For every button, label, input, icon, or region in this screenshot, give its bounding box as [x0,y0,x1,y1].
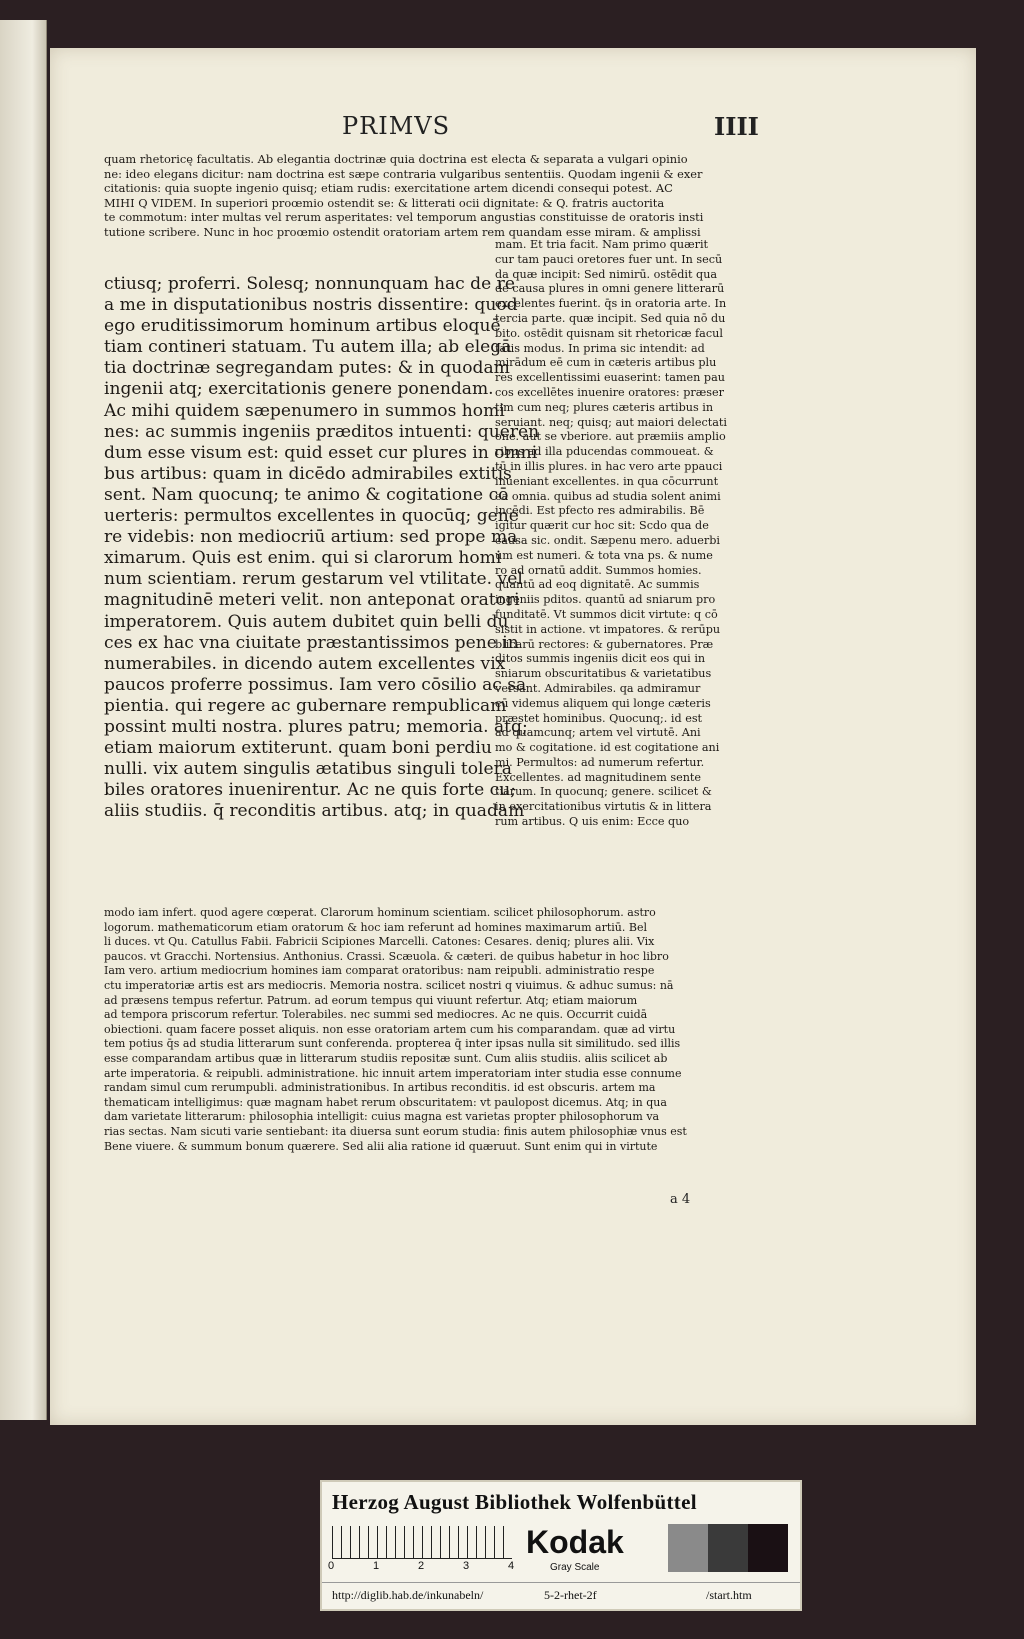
gloss-line: de causa plures in omni genere litterarū [495,282,725,296]
gloss-line: causa sic. ondit. Sæpenu mero. aduerbi [495,533,720,547]
gloss-line: um est numeri. & tota vna ps. & nume [495,548,713,562]
ruler-number: 3 [463,1560,470,1572]
text-line: citationis: quia suopte ingenio quisq; etiam rudis: exercitatione artem dicendi consequi potest. AC [104,181,673,195]
gloss-line: cur tam pauci oretores fuer unt. In secū [495,252,723,266]
text-line: rias sectas. Nam sicuti varie sentiebant: ita diuersa sunt eorum studia: finis autem philosophiæ vnus est [104,1124,687,1138]
gloss-line: seruiant. neq; quisq; aut maiori delectati [495,415,727,429]
running-head: PRIMVS [342,112,451,140]
gloss-line: mirādum eē cum in cæteris artibus plu [495,356,717,370]
commentary-top [104,152,703,239]
gloss-line: sistit in actione. vt impatores. & rerūpu [495,622,721,636]
gloss-line: ditos summis ingeniis dicit eos qui in [495,652,706,666]
text-line: ctiusq; proferri. Solesq; nonnunquam hac de re [104,274,515,294]
text-line: te commotum: inter multas vel rerum asperitates: vel temporum angustias constituisse de oratoris insti [104,210,704,224]
gloss-line: mam. Et tria facit. Nam primo quærit [495,238,709,251]
commentary-gloss [495,238,727,830]
text-line: quam rhetoricę facultatis. Ab elegantia doctrinæ quia doctrina est electa & separata a vulgari opinio [104,152,688,166]
black-swatch [748,1524,788,1572]
ruler-scale [332,1526,512,1559]
folio-number: IIII [714,112,759,141]
text-line: nulli. vix autem singulis ætatibus singuli tolera [104,759,512,780]
text-line: ad tempora priscorum refertur. Tolerabiles. nec summi sed mediocres. Ac ne quis. Occurrit cuidā [104,1008,648,1022]
ruler-number: 1 [373,1560,380,1572]
gloss-line: rum artibus. Q uis enim: Ecce quo [495,815,690,829]
text-line: ingenii atq; exercitationis genere ponendam. [104,379,494,400]
text-line: ces ex hac vna ciuitate præstantissimos pene in [104,632,519,653]
gloss-line: res excellentissimi euaserint: tamen pau [495,371,725,385]
ruler-number: 4 [508,1560,515,1572]
target-footer [322,1582,800,1609]
text-line: tia doctrinæ segregandam putes: & in quodam [104,358,510,379]
digital-library-url: http://diglib.hab.de/inkunabeln/ [332,1588,484,1602]
text-line: Bene viuere. & summum bonum quærere. Sed alii alia ratione id quæruut. Sunt enim qui in virtute [104,1139,658,1153]
text-line: num scientiam. rerum gestarum vel vtilitate. vel [104,569,523,590]
gloss-line: sniarum obscuritatibus & varietatibus [495,667,712,681]
text-line: ne: ideo elegans dicitur: nam doctrina est sæpe contraria vulgaribus sententiis. Quodam ingenii & exer [104,166,703,181]
gloss-line: quantū ad eoq dignitatē. Ac summis [495,578,700,592]
text-line: tem potius q̄s ad studia litterarum sunt conferenda. propterea q̄ inter ipsas nulla sit similitudo. sed illis [104,1037,681,1051]
book-page [50,48,976,1425]
text-line: imperatorem. Quis autem dubitet quin belli du [104,611,509,632]
gloss-line: ingeniis pditos. quantū ad sniarum pro [495,593,716,607]
gloss-line: versant. Admirabiles. qa admiramur [495,681,701,695]
gloss-line: tercia parte. quæ incipit. Sed quia nō du [495,311,726,325]
text-line: ctu imperatoriæ artis est ars mediocris. Memoria nostra. scilicet nostri q viuimus. & adhuc sumus: nā [104,978,674,992]
text-line: ad præsens tempus refertur. Patrum. ad eorum tempus qui viuunt refertur. Atq; etiam maiorum [104,993,638,1007]
gloss-line: inueniant excellentes. in qua cōcurrunt [495,474,719,488]
text-line: ximarum. Quis est enim. qui si clarorum homi [104,548,502,569]
text-line: randam simul cum rerumpubli. administrationibus. In artibus reconditis. id est obscuris. artem ma [104,1081,656,1095]
library-title: Herzog August Bibliothek Wolfenbüttel [332,1490,697,1514]
gloss-line: one. aut se vberiore. aut præmiis amplio [495,430,726,444]
gloss-line: bito. ostēdit quisnam sit rhetoricæ facul [495,326,723,340]
gloss-line: excelentes fuerint. q̄s in oratoria arte. In [495,297,727,311]
text-line: ego eruditissimorum hominum artibus eloquē [104,316,501,337]
commentary-bottom [104,906,687,1154]
gloss-line: ea omnia. quibus ad studia solent animi [495,489,721,503]
start-path: /start.htm [706,1588,752,1602]
text-line: bus artibus: quam in dicēdo admirabiles extitis [104,463,512,484]
gloss-line: cos excellētes inuenire oratores: præser [495,385,724,399]
gloss-line: mo & cogitatione. id est cogitatione ani [495,741,720,755]
gloss-line: tatis modus. In prima sic intendit: ad [495,341,705,355]
gloss-line: igitur quærit cur hoc sit: Scdo qua de [495,519,709,533]
main-text [104,274,539,822]
gloss-line: incēdi. Est pfecto res admirabilis. Bē [495,504,705,518]
gloss-line: mi. Permultos: ad numerum refertur. [495,755,705,769]
text-line: thematicam intelligimus: quæ magnam habet rerum obscuritatem: vt paulopost dicemus. Atq; in qua [104,1095,667,1109]
gloss-line: tim cum neq; plures cæteris artibus in [495,400,714,414]
text-line: dum esse visum est: quid esset cur plures in omni [104,442,538,463]
gloss-line: in exercitationibus virtutis & in littera [495,800,712,814]
color-target-card [320,1480,802,1611]
text-line: tutione scribere. Nunc in hoc proœmio ostendit oratoriam artem rem quandam esse miram. & amplissi [104,224,701,239]
gloss-line: præstet hominibus. Quocunq;. id est [495,711,703,725]
text-line: li duces. vt Qu. Catullus Fabii. Fabricii Scipiones Marcelli. Catones: Cesares. deniq; plures alii. Vix [104,935,655,949]
gloss-line: tiarum. In quocunq; genere. scilicet & [495,785,712,799]
text-line: dam varietate litterarum: philosophia intelligit: cuius magna est varietas propter philosophorum va [104,1110,660,1124]
gloss-line: Excellentes. ad magnitudinem sente [495,770,702,784]
text-line: uerteris: permultos excellentes in quocūq; gene [104,506,519,527]
gloss-line: ro ad ornatū addit. Summos homies. [495,563,702,577]
kodak-logo: Kodak [526,1524,624,1560]
text-line: etiam maiorum extiterunt. quam boni perdiu [104,738,492,759]
gloss-line: funditatē. Vt summos dicit virtute: q cō [495,607,718,621]
ruler-numbers [328,1560,553,1572]
gray-swatch [668,1524,708,1572]
gray-scale-label: Gray Scale [550,1562,600,1573]
signature-mark: a 4 [670,1192,691,1207]
text-line: tiam contineri statuam. Tu autem illa; ab elegā [104,337,512,358]
text-line: nes: ac summis ingeniis præditos intuenti: queren [104,421,540,442]
text-line: MIHI Q VIDEM. In superiori proœmio ostendit se: & litterati ocii dignitate: & Q. fratris auctorita [104,195,665,210]
facing-page-edge [0,20,47,1420]
text-line: arte imperatoria. & reipubli. administratione. hic innuit artem imperatoriam inter studia esse connume [104,1066,682,1080]
text-line: magnitudinē meteri velit. non anteponat oratori [104,590,520,611]
gloss-line: tū in illis plures. in hac vero arte ppauci [495,459,723,473]
ruler-number: 0 [328,1560,335,1572]
gloss-line: ad quamcunq; artem vel virtutē. Ani [495,726,701,740]
text-line: Ac mihi quidem sæpenumero in summos homi [104,400,505,421]
gloss-line: da quæ incipit: Sed nimirū. ostēdit qua [495,267,718,281]
ruler-number: 2 [418,1560,425,1572]
gloss-line: blicarū rectores: & gubernatores. Præ [495,637,714,651]
text-line: biles oratores inuenirentur. Ac ne quis forte cu; [104,780,517,801]
text-line: sent. Nam quocunq; te animo & cogitatione cō [104,484,509,505]
shelfmark: 5-2-rhet-2f [544,1588,597,1602]
text-line: possint multi nostra. plures patru; memoria. atq; [104,716,528,737]
text-line: Iam vero. artium mediocrium homines iam comparat oratoribus: nam reipubli. administratio respe [104,964,655,978]
text-line: logorum. mathematicorum etiam oratorum & hoc iam referunt ad homines maximarum artiū. Bel [104,920,647,934]
text-line: paucos proferre possimus. Iam vero cōsilio ac sa [104,674,527,695]
text-line: numerabiles. in dicendo autem excellentes vix [104,653,506,674]
dark-swatch [708,1524,748,1572]
text-line: modo iam infert. quod agere cœperat. Clarorum hominum scientiam. scilicet philosophorum. astro [104,906,656,919]
gloss-line: ribus ad illa pducendas commoueat. & [495,445,714,459]
gloss-line: cū videmus aliquem qui longe cæteris [495,696,711,710]
text-line: re videbis: non mediocriū artium: sed prope ma [104,527,518,548]
text-line: paucos. vt Gracchi. Nortensius. Anthonius. Crassi. Scæuola. & cæteri. de quibus habetur in hoc libro [104,949,669,963]
text-line: aliis studiis. q̄ reconditis artibus. atq; in quadam [104,801,525,822]
text-line: a me in disputationibus nostris dissentire: quod [104,295,518,316]
text-line: pientia. qui regere ac gubernare rempublicam [104,695,507,716]
text-line: obiectioni. quam facere posset aliquis. non esse oratoriam artem cum his comparandam. quæ ad virtu [104,1022,676,1036]
text-line: esse comparandam artibus quæ in litterarum studiis repositæ sunt. Cum aliis studiis. aliis scilicet ab [104,1051,668,1065]
